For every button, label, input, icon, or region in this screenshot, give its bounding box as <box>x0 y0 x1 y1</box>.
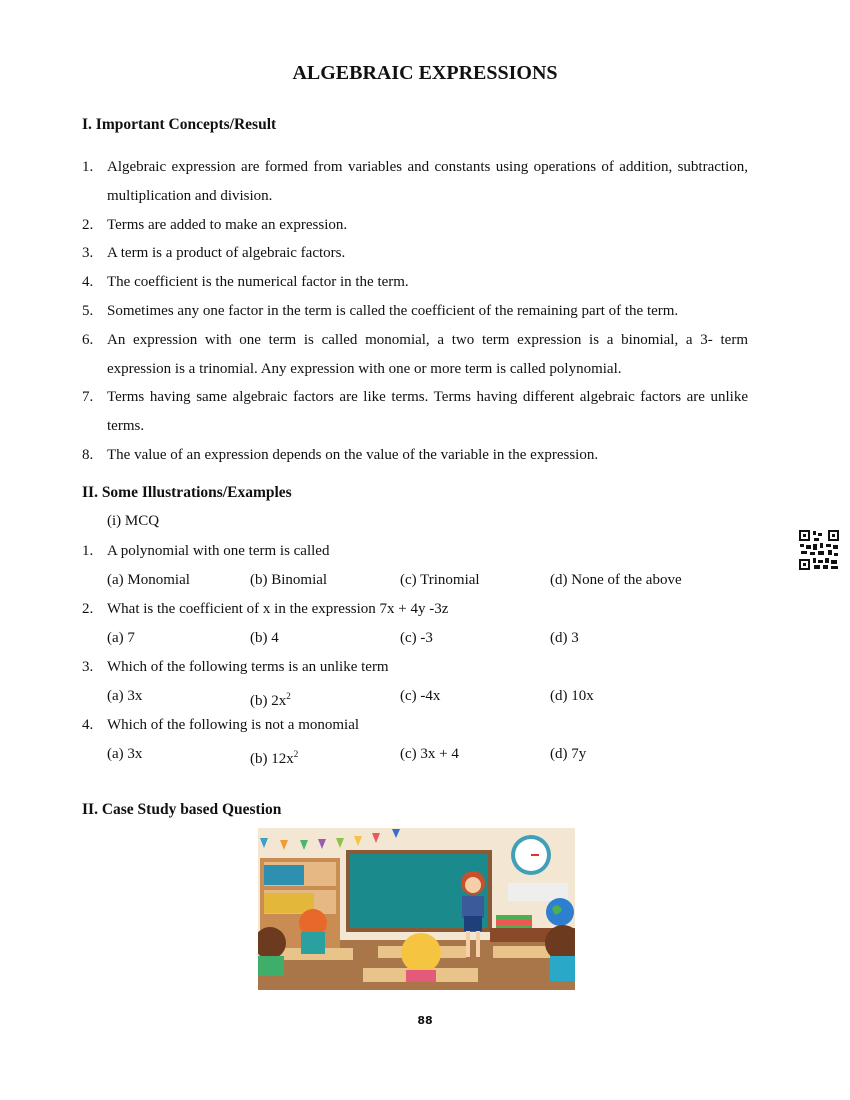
question-number: 1. <box>82 543 94 559</box>
list-item <box>82 153 748 211</box>
options-row <box>82 682 782 711</box>
list-item <box>82 239 748 268</box>
mcq-question <box>82 595 782 653</box>
list-item <box>82 268 748 297</box>
question-text: What is the coefficient of x in the expression 7x + 4y -3z <box>107 601 449 617</box>
option-text: (a) 3x <box>107 688 143 704</box>
list-item <box>82 211 748 240</box>
option-text: (c) -4x <box>400 688 441 704</box>
item-number: 6. <box>82 331 94 348</box>
item-number: 8. <box>82 446 94 463</box>
mcq-questions <box>82 537 782 769</box>
option-c <box>400 566 480 595</box>
option-text: (b) Binomial <box>250 572 328 588</box>
option-text: (c) -3 <box>400 630 433 646</box>
option-text: (b) 12x <box>250 751 294 767</box>
option-text: (d) 7y <box>550 746 587 762</box>
option-b <box>250 740 298 774</box>
item-text: Terms having same algebraic factors are like terms. Terms having different algebraic factors are unlike terms. <box>107 389 748 435</box>
mcq-question <box>82 653 782 711</box>
option-text: (a) Monomial <box>107 572 190 588</box>
item-text: A term is a product of algebraic factors. <box>107 245 346 262</box>
mcq-subheading: (i) MCQ <box>107 513 160 529</box>
options-row <box>82 740 782 769</box>
option-d <box>550 682 594 711</box>
option-text: (d) 10x <box>550 688 594 704</box>
option-text: (a) 7 <box>107 630 135 646</box>
question-number: 3. <box>82 659 94 675</box>
option-a <box>107 624 135 653</box>
option-d <box>550 624 579 653</box>
option-b <box>250 624 279 653</box>
question-text: A polynomial with one term is called <box>107 543 330 559</box>
option-text: (d) None of the above <box>550 572 682 588</box>
question-text: Which of the following terms is an unlike term <box>107 659 389 675</box>
concepts-list <box>82 153 748 470</box>
option-text: (d) 3 <box>550 630 579 646</box>
option-a <box>107 740 142 769</box>
item-text: An expression with one term is called monomial, a two term expression is a binomial, a 3- term expression is a trinomial. Any expression with one or more term is called polynomial. <box>107 331 748 377</box>
question-number: 4. <box>82 717 94 733</box>
item-text: The value of an expression depends on the value of the variable in the expression. <box>107 446 599 463</box>
question-text: Which of the following is not a monomial <box>107 717 360 733</box>
item-number: 3. <box>82 245 94 262</box>
option-c <box>400 624 433 653</box>
qr-code-icon <box>799 530 839 570</box>
section-heading-case-study: II. Case Study based Question <box>82 801 282 818</box>
option-text: (c) Trinomial <box>400 572 480 588</box>
list-item <box>82 383 748 441</box>
section-heading-examples: II. Some Illustrations/Examples <box>82 484 292 501</box>
option-c <box>400 740 459 769</box>
exponent: 2 <box>286 691 291 701</box>
option-text: (b) 2x <box>250 693 287 709</box>
item-text: Algebraic expression are formed from variables and constants using operations of addition, subtraction, multiplication and division. <box>107 159 748 204</box>
classroom-illustration <box>258 828 575 990</box>
page-title: ALGEBRAIC EXPRESSIONS <box>292 62 558 84</box>
option-d <box>550 566 682 595</box>
section-heading-concepts: I. Important Concepts/Result <box>82 116 277 133</box>
item-text: The coefficient is the numerical factor in the term. <box>107 274 409 291</box>
mcq-question <box>82 537 782 595</box>
option-d <box>550 740 586 769</box>
list-item <box>82 441 748 470</box>
page-number: 88 <box>417 1014 433 1027</box>
mcq-question <box>82 711 782 769</box>
option-text: (a) 3x <box>107 746 143 762</box>
list-item <box>82 326 748 384</box>
option-c <box>400 682 440 711</box>
question-number: 2. <box>82 601 94 617</box>
item-number: 2. <box>82 216 94 233</box>
item-text: Terms are added to make an expression. <box>107 216 348 233</box>
option-text: (c) 3x + 4 <box>400 746 459 762</box>
item-text: Sometimes any one factor in the term is called the coefficient of the remaining part of the term. <box>107 302 679 319</box>
exponent: 2 <box>293 749 299 759</box>
item-number: 4. <box>82 274 94 291</box>
item-number: 5. <box>82 302 94 319</box>
option-b <box>250 566 327 595</box>
option-a <box>107 682 142 711</box>
option-text: (b) 4 <box>250 630 279 646</box>
list-item <box>82 297 748 326</box>
options-row <box>82 624 782 653</box>
options-row <box>82 566 782 595</box>
item-number: 1. <box>82 159 94 175</box>
option-a <box>107 566 190 595</box>
item-number: 7. <box>82 389 94 406</box>
